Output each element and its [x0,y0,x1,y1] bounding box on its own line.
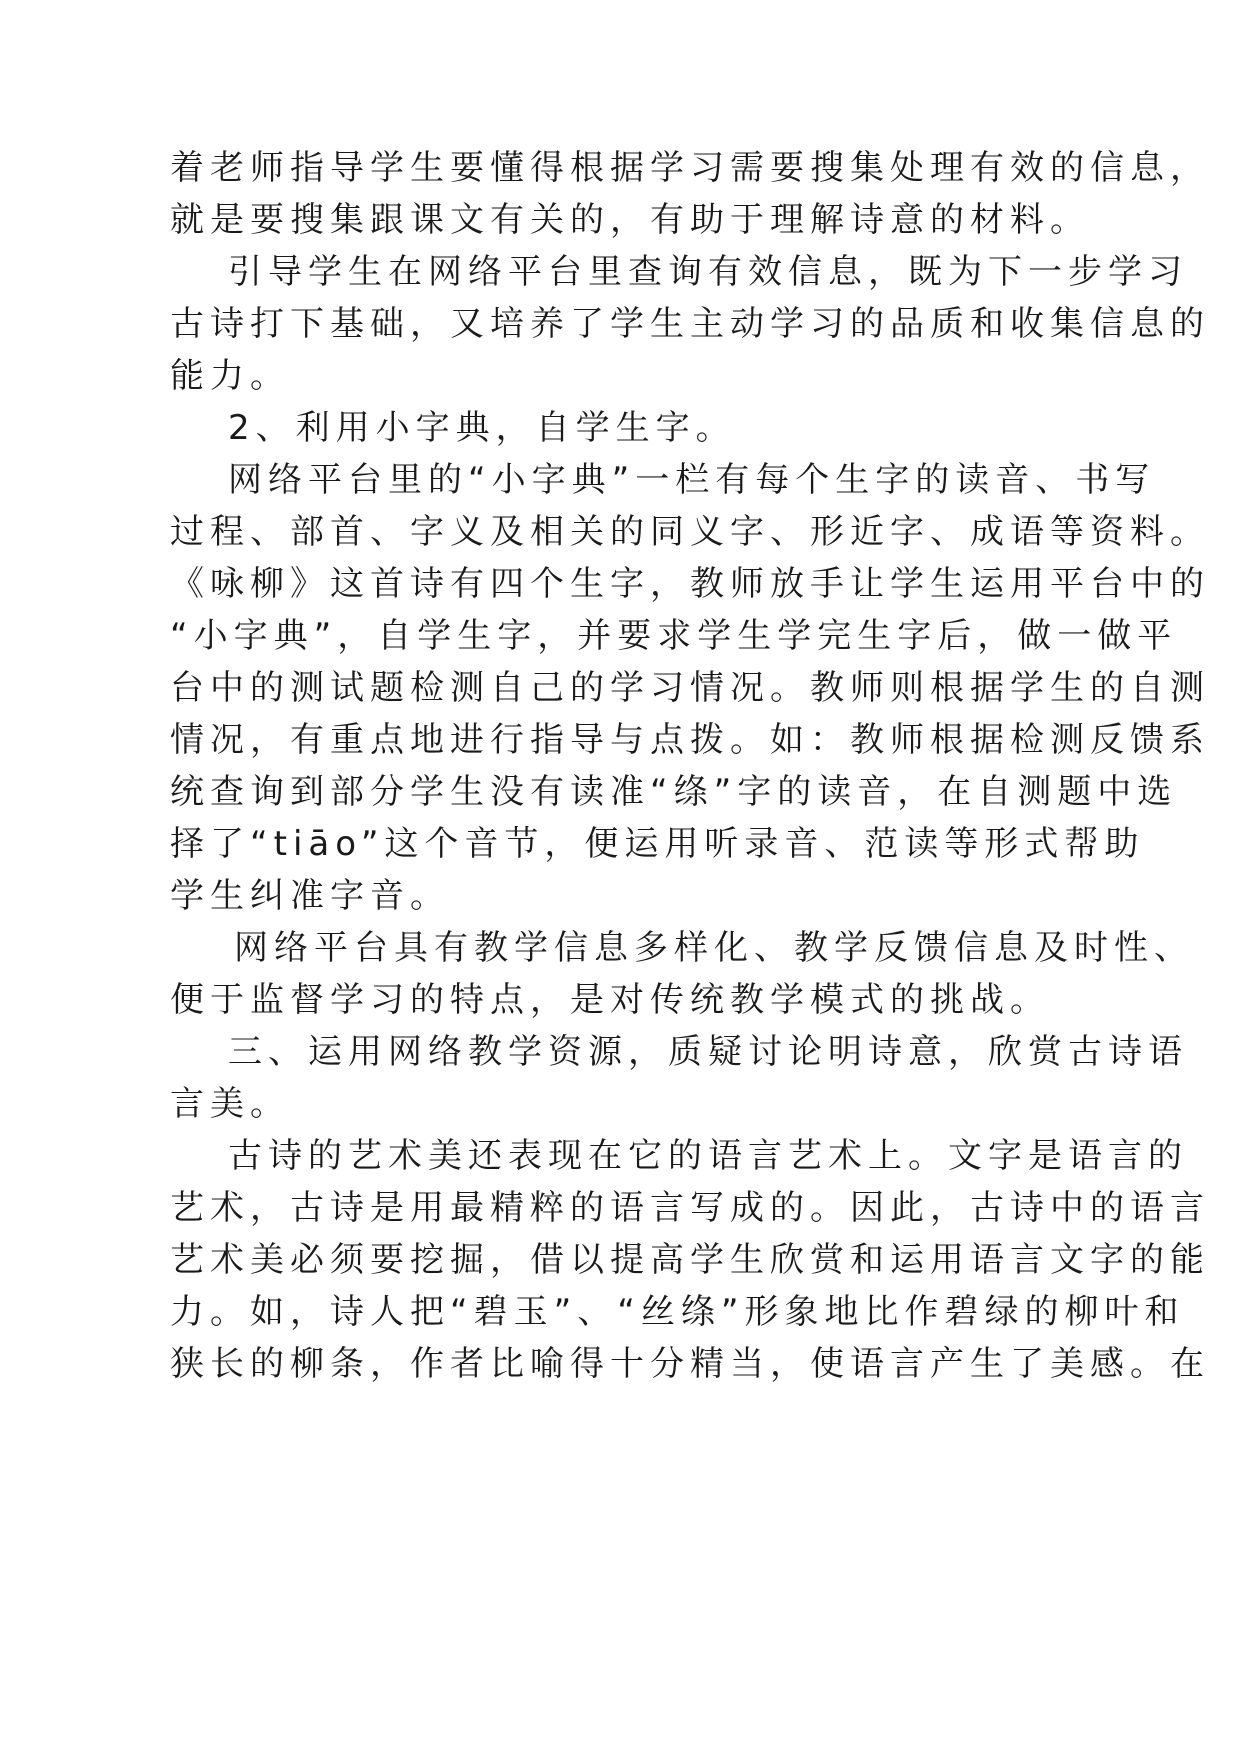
text-line-5: 能力。 [170,356,290,396]
text-line-10: “小字典”，自学生字，并要求学生学完生字后，做一做平 [170,616,1178,656]
text-line-2: 就是要搜集跟课文有关的，有助于理解诗意的材料。 [170,200,1090,240]
text-line-3: 引导学生在网络平台里查询有效信息，既为下一步学习 [228,252,1188,292]
text-line-22: 艺术美必须要挖掘，借以提高学生欣赏和运用语言文字的能 [170,1240,1210,1280]
text-line-17: 便于监督学习的特点，是对传统教学模式的挑战。 [170,980,1050,1020]
text-line-19: 言美。 [170,1084,290,1124]
text-line-1: 着老师指导学生要懂得根据学习需要搜集处理有效的信息， [170,148,1210,188]
text-line-21: 艺术，古诗是用最精粹的语言写成的。因此，古诗中的语言 [170,1188,1210,1228]
text-line-20: 古诗的艺术美还表现在它的语言艺术上。文字是语言的 [228,1136,1188,1176]
text-line-7: 网络平台里的“小字典”一栏有每个生字的读音、书写 [228,460,1156,500]
text-line-23: 力。如，诗人把“碧玉”、“丝绦”形象地比作碧绿的柳叶和 [170,1292,1185,1332]
text-line-15: 学生纠准字音。 [170,876,450,916]
text-line-16: 网络平台具有教学信息多样化、教学反馈信息及时性、 [234,928,1194,968]
text-line-4: 古诗打下基础，又培养了学生主动学习的品质和收集信息的 [170,304,1210,344]
text-line-24: 狭长的柳条，作者比喻得十分精当，使语言产生了美感。在 [170,1344,1210,1384]
text-line-14: 择了“tiāo”这个音节，便运用听录音、范读等形式帮助 [170,824,1145,864]
text-line-13: 统查询到部分学生没有读准“绦”字的读音，在自测题中选 [170,772,1178,812]
text-line-9: 《咏柳》这首诗有四个生字，教师放手让学生运用平台中的 [170,564,1210,604]
text-line-6: 2、利用小字典，自学生字。 [228,408,736,448]
text-line-8: 过程、部首、字义及相关的同义字、形近字、成语等资料。 [170,512,1210,552]
text-line-18: 三、运用网络教学资源，质疑讨论明诗意，欣赏古诗语 [228,1032,1188,1072]
text-line-11: 台中的测试题检测自己的学习情况。教师则根据学生的自测 [170,668,1210,708]
text-line-12: 情况，有重点地进行指导与点拨。如：教师根据检测反馈系 [170,720,1210,760]
